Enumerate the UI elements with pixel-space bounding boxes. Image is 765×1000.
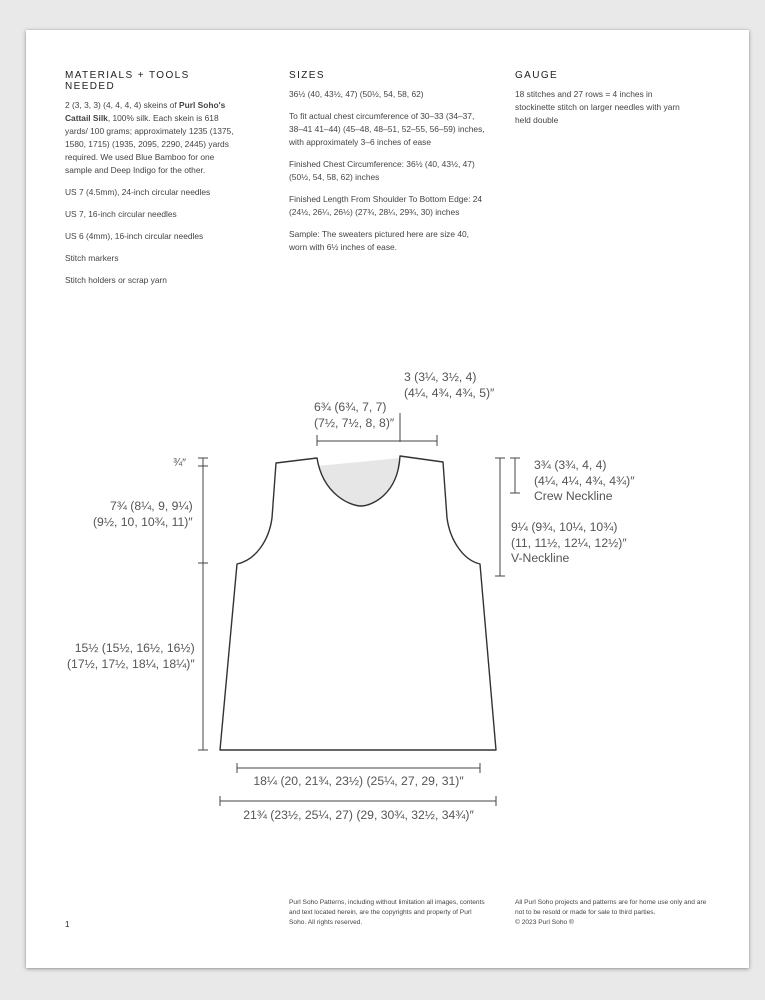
yarn-text-pre: 2 (3, 3, 3) (4, 4, 4, 4) skeins of bbox=[65, 100, 180, 110]
chest-width-label: 18¼ (20, 21¾, 23½) (25¼, 27, 29, 31)″ bbox=[253, 774, 464, 788]
material-item: US 7, 16-inch circular needles bbox=[65, 209, 177, 219]
trademark-text: © 2023 Purl Soho ® bbox=[515, 919, 574, 926]
dim-line: 9¼ (9¾, 10¼, 10¾) bbox=[511, 520, 618, 534]
shoulder-width-label bbox=[404, 370, 494, 401]
dim-line: (4¼, 4¾, 4¾, 5)″ bbox=[404, 385, 495, 400]
neck-width-label bbox=[314, 400, 394, 431]
sizes-paragraph: 36½ (40, 43½, 47) (50½, 54, 58, 62) bbox=[289, 89, 424, 99]
dim-line: (17½, 17½, 18¼, 18¼)″ bbox=[67, 656, 195, 671]
gauge-text: 18 stitches and 27 rows = 4 inches in stockinette stitch on larger needles with yarn held double bbox=[515, 89, 680, 125]
page-number: 1 bbox=[65, 920, 70, 929]
dim-line: Crew Neckline bbox=[534, 489, 613, 503]
dim-line: 6¾ (6¾, 7, 7) bbox=[314, 400, 387, 414]
material-item: Stitch markers bbox=[65, 253, 119, 263]
copyright-notice: Purl Soho Patterns, including without limitation all images, contents and text located herein, are the copyrights and property of Purl Soho. All rights reserved. bbox=[289, 899, 485, 926]
dim-line: (7½, 7½, 8, 8)″ bbox=[314, 415, 395, 430]
body-length-label bbox=[67, 641, 195, 672]
hem-width-label: 21¾ (23½, 25¼, 27) (29, 30¾, 32½, 34¾)″ bbox=[243, 808, 474, 822]
dim-line: (9½, 10, 10¾, 11)″ bbox=[93, 514, 193, 529]
materials-heading: MATERIALS + TOOLS NEEDED bbox=[65, 70, 190, 92]
armhole-depth-label bbox=[93, 499, 193, 530]
pattern-page bbox=[26, 30, 749, 968]
material-item: Stitch holders or scrap yarn bbox=[65, 275, 167, 285]
dim-line: 7¾ (8¼, 9, 9¼) bbox=[109, 499, 193, 513]
dim-line: 3 (3¼, 3½, 4) bbox=[404, 370, 477, 384]
yarn-brand: Purl Soho's Cattail Silk bbox=[65, 100, 226, 123]
dim-line: 15½ (15½, 16½, 16½) bbox=[74, 641, 195, 655]
usage-notice bbox=[515, 898, 715, 928]
sizes-paragraph: Sample: The sweaters pictured here are size 40, worn with 6½ inches of ease. bbox=[289, 229, 470, 252]
sizes-paragraph: Finished Length From Shoulder To Bottom Edge: 24 (24½, 26¼, 26½) (27¾, 28¼, 29¾, 30) inches bbox=[289, 194, 483, 217]
material-item: US 7 (4.5mm), 24-inch circular needles bbox=[65, 187, 211, 197]
dim-line: (11, 11½, 12¼, 12½)″ bbox=[511, 535, 627, 550]
shoulder-drop-label: ¾″ bbox=[173, 457, 187, 469]
yarn-text-post: , 100% silk. Each skein is 618 yards/ 100 grams; approximately 1235 (1375, 1580, 1715) (1935, 2095, 2290, 2445) yards required. We used Blue Bamboo for one sample and Deep Indigo for the other. bbox=[65, 113, 234, 175]
dim-line: (4¼, 4¼, 4¾, 4¾)″ bbox=[534, 473, 635, 488]
sizes-heading: SIZES bbox=[289, 70, 325, 81]
crew-neck-depth-label bbox=[534, 458, 635, 505]
gauge-heading: GAUGE bbox=[515, 70, 559, 81]
sizes-paragraph: Finished Chest Circumference: 36½ (40, 43½, 47) (50½, 54, 58, 62) inches bbox=[289, 159, 475, 182]
dim-line: V-Neckline bbox=[511, 551, 570, 565]
v-neck-depth-label bbox=[511, 520, 627, 567]
material-item: US 6 (4mm), 16-inch circular needles bbox=[65, 231, 204, 241]
dim-line: 3¾ (3¾, 4, 4) bbox=[534, 458, 607, 472]
sizes-paragraph: To fit actual chest circumference of 30–33 (34–37, 38–41 41–44) (45–48, 48–51, 52–55, 56–59) inches, with approximately 3–6 inches of ease bbox=[289, 111, 485, 147]
usage-text: All Purl Soho projects and patterns are for home use only and are not to be resold or made for sale to third parties. bbox=[515, 899, 707, 916]
